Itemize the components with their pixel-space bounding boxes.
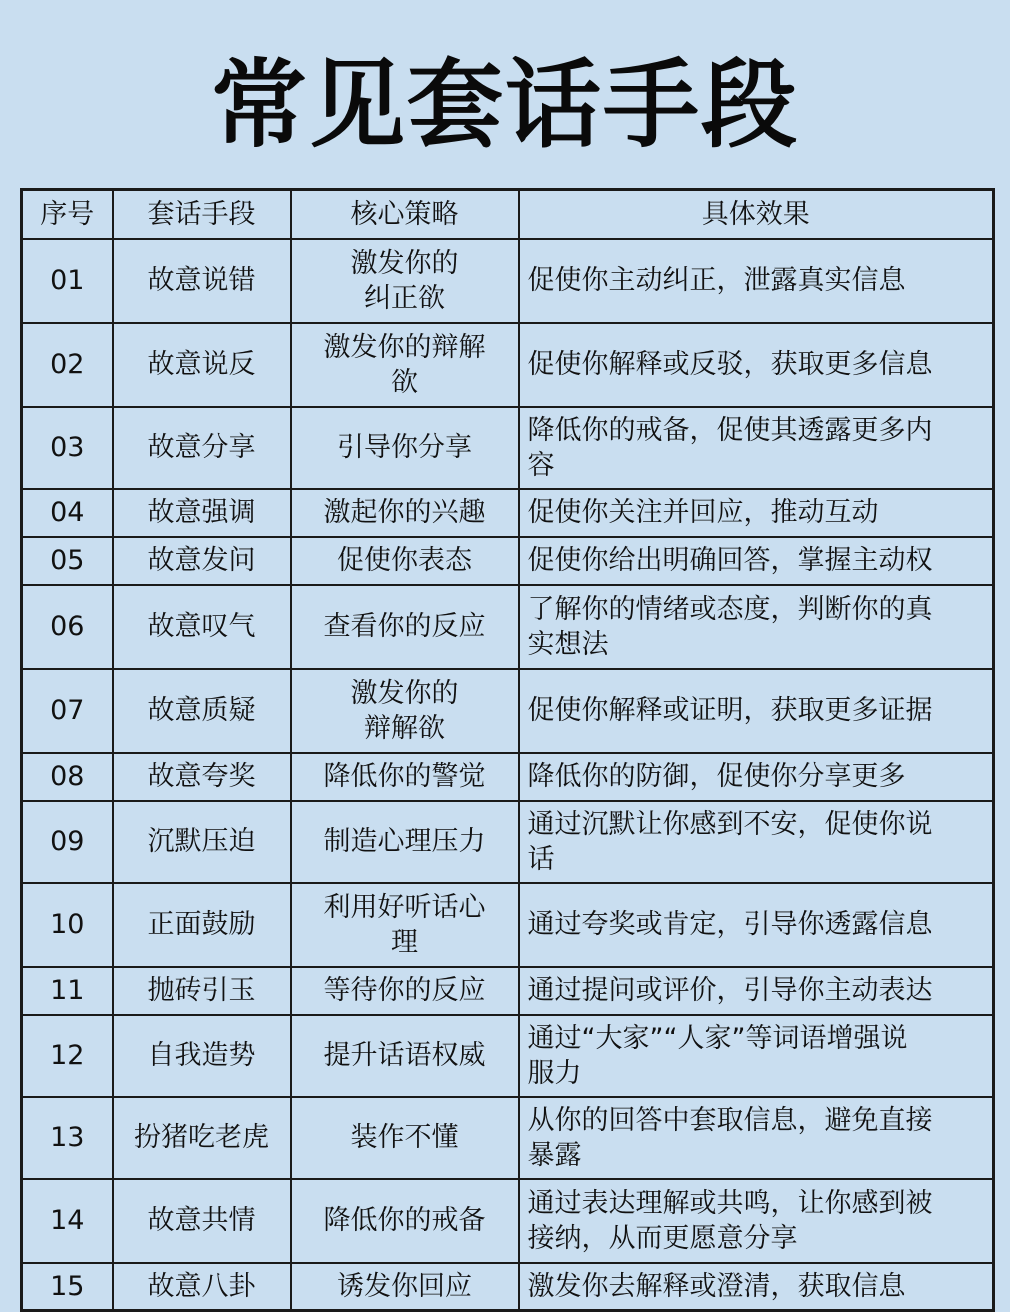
row-number: 12 <box>22 1015 113 1097</box>
row-strategy: 等待你的反应 <box>291 967 519 1015</box>
row-method: 故意说反 <box>113 323 291 407</box>
row-method: 抛砖引玉 <box>113 967 291 1015</box>
row-method: 正面鼓励 <box>113 883 291 967</box>
row-effect: 通过沉默让你感到不安，促使你说 话 <box>519 801 994 883</box>
row-number: 11 <box>22 967 113 1015</box>
table-row <box>22 753 994 801</box>
header-row <box>22 190 994 239</box>
header-number: 序号 <box>22 190 113 239</box>
row-method: 沉默压迫 <box>113 801 291 883</box>
row-strategy: 激发你的辩解 欲 <box>291 323 519 407</box>
row-strategy: 查看你的反应 <box>291 585 519 669</box>
table-row <box>22 489 994 537</box>
table-row <box>22 883 994 967</box>
header-method: 套话手段 <box>113 190 291 239</box>
row-method: 扮猪吃老虎 <box>113 1097 291 1179</box>
table-row <box>22 967 994 1015</box>
row-strategy: 提升话语权威 <box>291 1015 519 1097</box>
row-effect: 通过表达理解或共鸣，让你感到被 接纳，从而更愿意分享 <box>519 1179 994 1263</box>
row-method: 故意分享 <box>113 407 291 489</box>
row-strategy: 促使你表态 <box>291 537 519 585</box>
table-row <box>22 1179 994 1263</box>
row-effect: 降低你的防御，促使你分享更多 <box>519 753 994 801</box>
header-effect: 具体效果 <box>519 190 994 239</box>
row-effect: 通过提问或评价，引导你主动表达 <box>519 967 994 1015</box>
row-effect: 促使你关注并回应，推动互动 <box>519 489 994 537</box>
row-strategy: 激发你的 纠正欲 <box>291 239 519 323</box>
row-strategy: 激起你的兴趣 <box>291 489 519 537</box>
row-number: 04 <box>22 489 113 537</box>
row-number: 14 <box>22 1179 113 1263</box>
row-number: 15 <box>22 1263 113 1311</box>
row-effect: 促使你主动纠正，泄露真实信息 <box>519 239 994 323</box>
row-method: 故意共情 <box>113 1179 291 1263</box>
row-strategy: 制造心理压力 <box>291 801 519 883</box>
row-method: 故意说错 <box>113 239 291 323</box>
row-method: 故意八卦 <box>113 1263 291 1311</box>
row-method: 故意夸奖 <box>113 753 291 801</box>
table-row <box>22 1097 994 1179</box>
row-strategy: 利用好听话心 理 <box>291 883 519 967</box>
table-row <box>22 239 994 323</box>
row-number: 06 <box>22 585 113 669</box>
tactics-table <box>20 188 995 1312</box>
row-number: 09 <box>22 801 113 883</box>
row-effect: 促使你解释或证明，获取更多证据 <box>519 669 994 753</box>
row-effect: 激发你去解释或澄清，获取信息 <box>519 1263 994 1311</box>
row-strategy: 装作不懂 <box>291 1097 519 1179</box>
row-strategy: 降低你的警觉 <box>291 753 519 801</box>
row-strategy: 引导你分享 <box>291 407 519 489</box>
table-row <box>22 669 994 753</box>
row-strategy: 激发你的 辩解欲 <box>291 669 519 753</box>
table-row <box>22 801 994 883</box>
table-row <box>22 585 994 669</box>
row-method: 故意发问 <box>113 537 291 585</box>
header-strategy: 核心策略 <box>291 190 519 239</box>
row-strategy: 降低你的戒备 <box>291 1179 519 1263</box>
row-effect: 降低你的戒备，促使其透露更多内 容 <box>519 407 994 489</box>
row-number: 13 <box>22 1097 113 1179</box>
row-number: 02 <box>22 323 113 407</box>
row-number: 05 <box>22 537 113 585</box>
row-effect: 促使你给出明确回答，掌握主动权 <box>519 537 994 585</box>
row-effect: 促使你解释或反驳，获取更多信息 <box>519 323 994 407</box>
row-method: 故意强调 <box>113 489 291 537</box>
table-row <box>22 1015 994 1097</box>
row-effect: 了解你的情绪或态度，判断你的真 实想法 <box>519 585 994 669</box>
table-row <box>22 1263 994 1311</box>
page-title: 常见套话手段 <box>211 49 799 161</box>
table-row <box>22 407 994 489</box>
row-effect: 通过夸奖或肯定，引导你透露信息 <box>519 883 994 967</box>
row-number: 10 <box>22 883 113 967</box>
row-number: 07 <box>22 669 113 753</box>
row-method: 自我造势 <box>113 1015 291 1097</box>
row-number: 03 <box>22 407 113 489</box>
table-row <box>22 537 994 585</box>
row-method: 故意叹气 <box>113 585 291 669</box>
row-number: 08 <box>22 753 113 801</box>
row-effect: 通过“大家”“人家”等词语增强说 服力 <box>519 1015 994 1097</box>
row-strategy: 诱发你回应 <box>291 1263 519 1311</box>
row-number: 01 <box>22 239 113 323</box>
row-effect: 从你的回答中套取信息，避免直接 暴露 <box>519 1097 994 1179</box>
row-method: 故意质疑 <box>113 669 291 753</box>
table-row <box>22 323 994 407</box>
